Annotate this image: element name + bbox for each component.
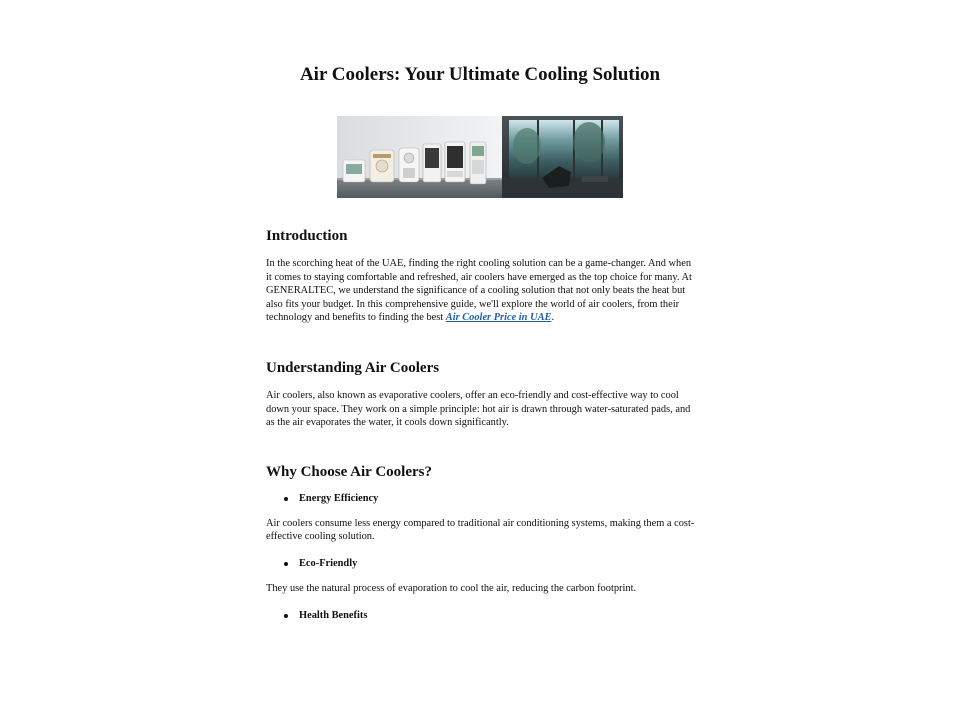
section-understanding [266, 357, 696, 430]
bullet-list [266, 557, 696, 571]
section-introduction [266, 225, 696, 325]
bullet-list [266, 492, 696, 506]
section-why-choose [266, 461, 696, 623]
intro-paragraph [266, 257, 696, 325]
article-content [266, 225, 696, 623]
air-cooler-price-link[interactable]: Air Cooler Price in UAE [445, 312, 552, 324]
reason-paragraph: Air coolers consume less energy compared to traditional air conditioning systems, making them a cost-effective cooling solution. [266, 517, 695, 543]
list-item: Eco-Friendly [266, 557, 696, 571]
understanding-paragraph: Air coolers, also known as evaporative coolers, offer an eco-friendly and cost-effective way to cool down your space. They work on a simple principle: hot air is drawn through water-saturated pads, and as the air evaporates the water, it cools down significantly. [266, 389, 691, 429]
section-heading: Understanding Air Coolers [266, 359, 440, 376]
intro-text-end: . [551, 312, 555, 324]
bullet-list [266, 609, 696, 623]
section-heading: Why Choose Air Coolers? [266, 463, 432, 480]
section-heading: Introduction [266, 228, 348, 244]
intro-text: In the scorching heat of the UAE, finding the right cooling solution can be a game-changer. And when it comes to staying comfortable and refreshed, air coolers have emerged as the top choice for many. At GENERALTEC, we understand the significance of a cooling solution that not only beats the heat but also fits your budget. In this comprehensive guide, we'll explore the world of air coolers, from their technology and benefits to finding the best [266, 258, 692, 324]
reason-paragraph: They use the natural process of evaporation to cool the air, reducing the carbon footprint. [266, 582, 637, 594]
list-item: Health Benefits [266, 609, 696, 623]
page-title: Air Coolers: Your Ultimate Cooling Solution [299, 64, 661, 85]
list-item: Energy Efficiency [266, 492, 696, 506]
hero-image [337, 116, 623, 198]
